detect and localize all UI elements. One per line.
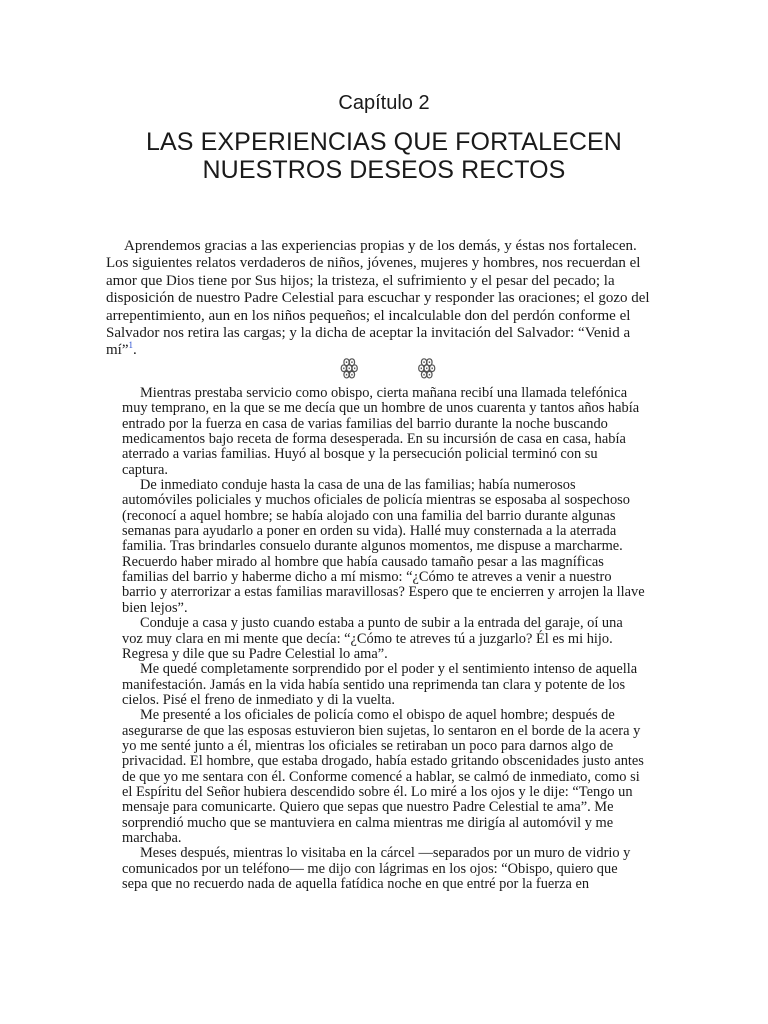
chapter-title — [60, 128, 708, 184]
body-paragraph: Conduje a casa y justo cuando estaba a punto de subir a la entrada del garaje, oí una voz muy clara en mi mente que decía: “¿Cómo te atreves tú a juzgarlo? Él es mi hijo. Regresa y dile que su Padre Celestial lo ama”. — [122, 615, 623, 662]
footnote-reference[interactable]: 1 — [128, 340, 133, 351]
story-body — [122, 386, 646, 892]
ornament-left-icon: ꙮ — [340, 355, 359, 379]
body-paragraph: Mientras prestaba servicio como obispo, cierta mañana recibí una llamada telefónica muy temprano, en la que se me decía que un hombre de unos cuarenta y tantos años había entrado por la fuerza en casa de varias familias del barrio durante la noche buscando medicamentos bajo receta de forma desesperada. En su incursión de casa en casa, había aterrado a varias familias. Huyó al bosque y la persecución policial terminó con su captura. — [122, 385, 640, 478]
intro-text: Aprendemos gracias a las experiencias propias y de los demás, y éstas nos fortalecen. Los siguientes relatos verdaderos de niños, jóvenes, mujeres y hombres, nos recuerdan el amor que Dios tiene por Sus hijos; la tristeza, el sufrimiento y el pesar del pecado; la disposición de nuestro Padre Celestial para escuchar y responder las oraciones; el gozo del arrepentimiento, aun en los niños pequeños; el incalculable don del perdón conforme el Salvador nos retira las cargas; y la dicha de aceptar la invitación del Salvador: “Venid a mí” — [106, 238, 650, 359]
body-paragraph: Me presenté a los oficiales de policía como el obispo de aquel hombre; después de asegurarse de que las esposas estuvieron bien sujetas, lo sentaron en el borde de la acera y yo me senté junto a él, mientras los oficiales se retiraban un poco para darnos algo de privacidad. El hombre, que estaba drogado, había estado gritando obscenidades justo antes de que yo me sentara con él. Conforme comencé a hablar, se calmó de inmediato, como si el Espíritu del Señor hubiera descendido sobre él. Lo miré a los ojos y le dije: “Tengo un mensaje para comunicarte. Quiero que sepas que nuestro Padre Celestial te ama”. Me sorprendió mucho que se mantuviera en calma mientras me dirigía al automóvil y me marchaba. — [122, 707, 644, 846]
intro-paragraph — [106, 238, 662, 360]
chapter-label: Capítulo 2 — [338, 92, 430, 114]
section-ornament — [340, 354, 436, 380]
body-paragraph: Me quedé completamente sorprendido por el poder y el sentimiento intenso de aquella manifestación. Jamás en la vida había sentido una reprimenda tan clara y potente de los cielos. Pisé el freno de inmediato y di la vuelta. — [122, 661, 638, 708]
ornament-right-icon: ꙮ — [417, 355, 436, 379]
chapter-title-line-2: NUESTROS DESEOS RECTOS — [202, 156, 566, 184]
body-paragraph: De inmediato conduje hasta la casa de una de las familias; había numerosos automóviles policiales y muchos oficiales de policía mientras se esposaba al sospechoso (reconocí a aquel hombre; se había alojado con una familia del barrio durante algunas semanas para ayudarlo a poner en orden su vida). Hallé muy consternada a la aterrada familia. Tras brindarles consuelo durante algunos momentos, me dispuse a marcharme. Recuerdo haber mirado al hombre que había causado tamaño pesar a las magníficas familias del barrio y haberme dicho a mí mismo: “¿Cómo te atreves a venir a nuestro barrio y aterrorizar a estas familias maravillosas? Espero que te encierren y arrojen la llave bien lejos”. — [122, 477, 645, 616]
chapter-title-line-1: LAS EXPERIENCIAS QUE FORTALECEN — [146, 128, 622, 156]
body-paragraph: Meses después, mientras lo visitaba en la cárcel —separados por un muro de vidrio y comunicados por un teléfono— me dijo con lágrimas en los ojos: “Obispo, quiero que sepa que no recuerdo nada de aquella fatídica noche en que entré por la fuerza en — [122, 845, 631, 892]
intro-end: . — [133, 342, 137, 359]
